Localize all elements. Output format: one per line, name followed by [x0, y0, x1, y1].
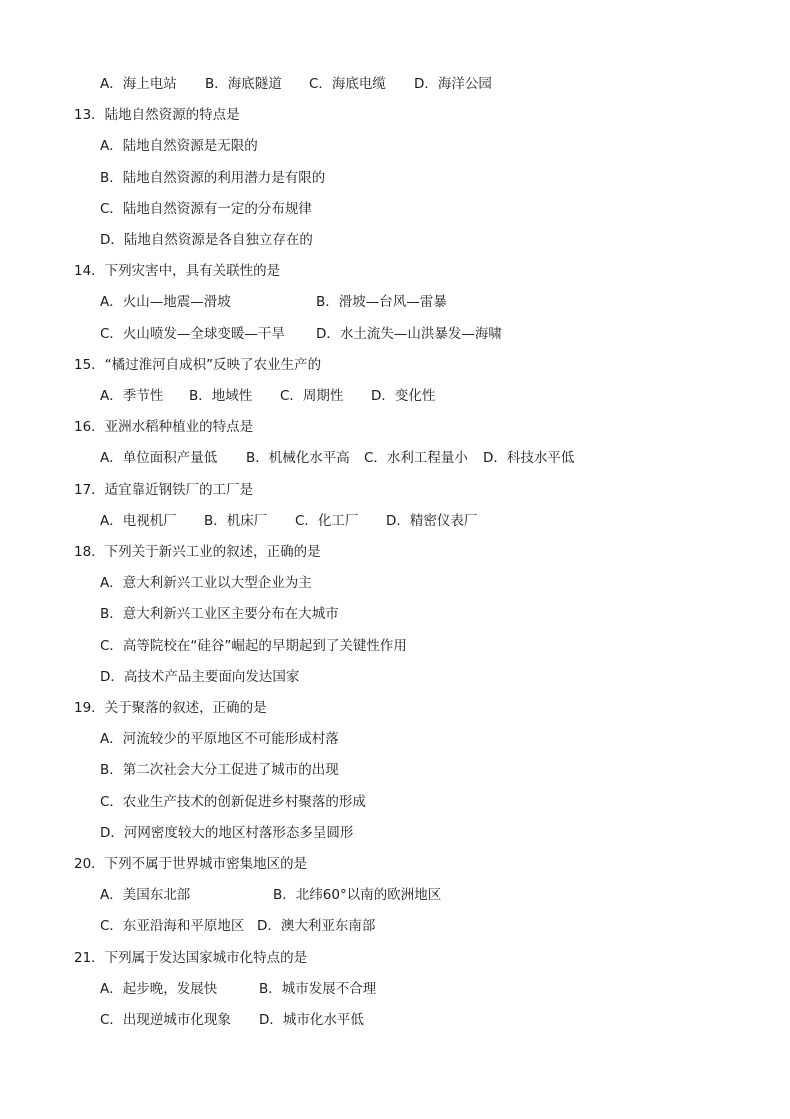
q14-option-b: B．滑坡—台风—雷暴 — [316, 294, 447, 310]
q16-stem: 16．亚洲水稻种植业的特点是 — [74, 419, 254, 435]
q17-option-b: B．机床厂 — [204, 513, 268, 529]
q17-option-c: C．化工厂 — [295, 513, 359, 529]
q15-stem: 15．“橘过淮河自成枳”反映了农业生产的 — [74, 357, 322, 373]
q13-option-d: D．陆地自然资源是各自独立存在的 — [100, 232, 313, 248]
q13-stem: 13．陆地自然资源的特点是 — [74, 107, 240, 123]
q14-option-c: C．火山喷发—全球变暖—干旱 — [100, 326, 285, 342]
q16-option-c: C．水利工程量小 — [364, 450, 468, 466]
q21-option-b: B．城市发展不合理 — [259, 981, 377, 997]
q18-option-a: A．意大利新兴工业以大型企业为主 — [100, 575, 312, 591]
q20-option-b: B．北纬60°以南的欧洲地区 — [273, 887, 442, 903]
q16-option-a: A．单位面积产量低 — [100, 450, 218, 466]
q12-option-d: D．海洋公园 — [414, 76, 492, 92]
q15-option-b: B．地域性 — [189, 388, 253, 404]
q16-option-d: D．科技水平低 — [483, 450, 575, 466]
q18-option-c: C．高等院校在“硅谷”崛起的早期起到了关键性作用 — [100, 638, 407, 654]
q19-option-c: C．农业生产技术的创新促进乡村聚落的形成 — [100, 794, 366, 810]
q19-stem: 19．关于聚落的叙述，正确的是 — [74, 700, 267, 716]
q21-stem: 21．下列属于发达国家城市化特点的是 — [74, 950, 308, 966]
q16-option-b: B．机械化水平高 — [246, 450, 350, 466]
q20-stem: 20．下列不属于世界城市密集地区的是 — [74, 856, 308, 872]
q15-option-a: A．季节性 — [100, 388, 164, 404]
q13-option-c: C．陆地自然资源有一定的分布规律 — [100, 201, 312, 217]
q12-option-c: C．海底电缆 — [309, 76, 386, 92]
q12-option-b: B．海底隧道 — [205, 76, 282, 92]
q12-option-a: A．海上电站 — [100, 76, 177, 92]
q17-option-a: A．电视机厂 — [100, 513, 177, 529]
q14-option-a: A．火山—地震—滑坡 — [100, 294, 231, 310]
q19-option-d: D．河网密度较大的地区村落形态多呈圆形 — [100, 825, 354, 841]
q21-option-c: C．出现逆城市化现象 — [100, 1012, 231, 1028]
q21-option-a: A．起步晚，发展快 — [100, 981, 218, 997]
q18-option-b: B．意大利新兴工业区主要分布在大城市 — [100, 606, 339, 622]
q20-option-d: D．澳大利亚东南部 — [257, 918, 376, 934]
q14-stem: 14．下列灾害中，具有关联性的是 — [74, 263, 281, 279]
q20-option-c: C．东亚沿海和平原地区 — [100, 918, 245, 934]
q18-option-d: D．高技术产品主要面向发达国家 — [100, 669, 300, 685]
q17-option-d: D．精密仪表厂 — [386, 513, 478, 529]
q19-option-a: A．河流较少的平原地区不可能形成村落 — [100, 731, 339, 747]
q13-option-b: B．陆地自然资源的利用潜力是有限的 — [100, 170, 326, 186]
q14-option-d: D．水土流失—山洪暴发—海啸 — [316, 326, 502, 342]
q19-option-b: B．第二次社会大分工促进了城市的出现 — [100, 762, 339, 778]
q15-option-d: D．变化性 — [371, 388, 436, 404]
q21-option-d: D．城市化水平低 — [259, 1012, 364, 1028]
q17-stem: 17．适宜靠近钢铁厂的工厂是 — [74, 482, 254, 498]
q13-option-a: A．陆地自然资源是无限的 — [100, 138, 258, 154]
q18-stem: 18．下列关于新兴工业的叙述，正确的是 — [74, 544, 321, 560]
q15-option-c: C．周期性 — [280, 388, 344, 404]
q20-option-a: A．美国东北部 — [100, 887, 191, 903]
